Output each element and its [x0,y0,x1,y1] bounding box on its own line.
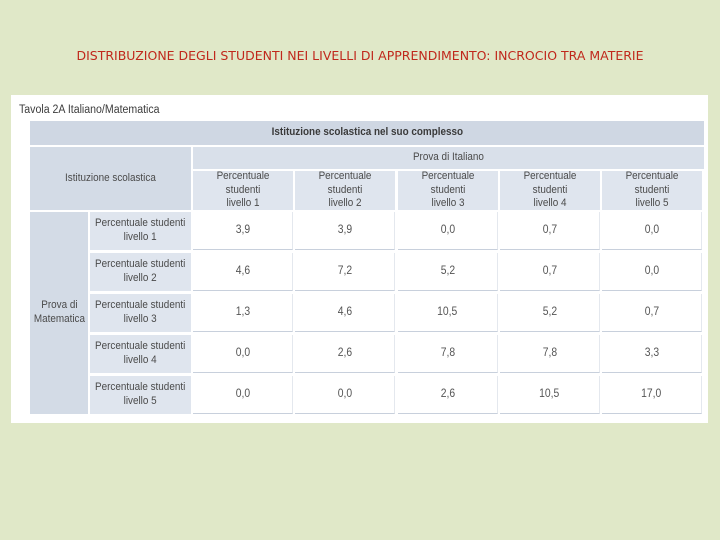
table-cell: 5,2 [500,294,600,332]
table-cell: 3,3 [602,335,702,373]
column-header-label: Percentuale studenti livello 5 [625,169,679,210]
table-cell: 0,7 [500,212,600,250]
table-cell: 0,0 [602,212,702,250]
top-header [30,121,704,145]
table-cell: 5,2 [398,253,498,291]
row-group-label-line2: Matematica [33,313,85,325]
table-cell: 1,3 [193,294,293,332]
table-cell: 3,9 [295,212,395,250]
table-cell: 4,6 [193,253,293,291]
column-header-4 [500,171,600,210]
table-cell: 7,8 [500,335,600,373]
table-cell: 0,7 [602,294,702,332]
column-header-3 [398,171,498,210]
corner-header [30,147,191,210]
table-cell: 7,2 [295,253,395,291]
row-header-label: Percentuale studenti livello 5 [95,381,186,407]
row-header-label: Percentuale studenti livello 4 [95,340,186,366]
column-header-2 [295,171,395,210]
column-group-label: Prova di Italiano [412,151,484,164]
corner-header-label: Istituzione scolastica [65,171,156,184]
row-header-5 [90,376,191,414]
column-header-label: Percentuale studenti livello 4 [523,169,577,210]
table-cell: 0,0 [602,253,702,291]
table-cell: 0,0 [193,335,293,373]
column-header-label: Percentuale studenti livello 3 [421,169,475,210]
table-cell: 4,6 [295,294,395,332]
column-header-5 [602,171,702,210]
column-header-label: Percentuale studenti livello 2 [318,169,372,210]
table-cell: 3,9 [193,212,293,250]
table-caption: Tavola 2A Italiano/Matematica [19,104,160,116]
row-header-label: Percentuale studenti livello 2 [95,258,186,284]
row-header-4 [90,335,191,373]
table-cell: 2,6 [398,376,498,414]
row-header-3 [90,294,191,332]
table-cell: 0,0 [398,212,498,250]
column-header-label: Percentuale studenti livello 1 [216,169,270,210]
column-group-header [193,147,704,169]
table-cell: 0,7 [500,253,600,291]
slide-title: DISTRIBUZIONE DEGLI STUDENTI NEI LIVELLI DI APPRENDIMENTO: INCROCIO TRA MATERIE [76,48,644,63]
table-cell: 10,5 [500,376,600,414]
table-cell: 0,0 [193,376,293,414]
row-group-header [30,212,88,414]
table-cell: 7,8 [398,335,498,373]
row-group-label-line1: Prova di [40,299,78,312]
row-header-label: Percentuale studenti livello 1 [95,217,186,243]
column-header-1 [193,171,293,210]
row-header-2 [90,253,191,291]
row-header-1 [90,212,191,250]
table-cell: 2,6 [295,335,395,373]
table-cell: 0,0 [295,376,395,414]
table-cell: 17,0 [602,376,702,414]
row-header-label: Percentuale studenti livello 3 [95,299,186,325]
top-header-label: Istituzione scolastica nel suo complesso [271,126,463,139]
table-cell: 10,5 [398,294,498,332]
